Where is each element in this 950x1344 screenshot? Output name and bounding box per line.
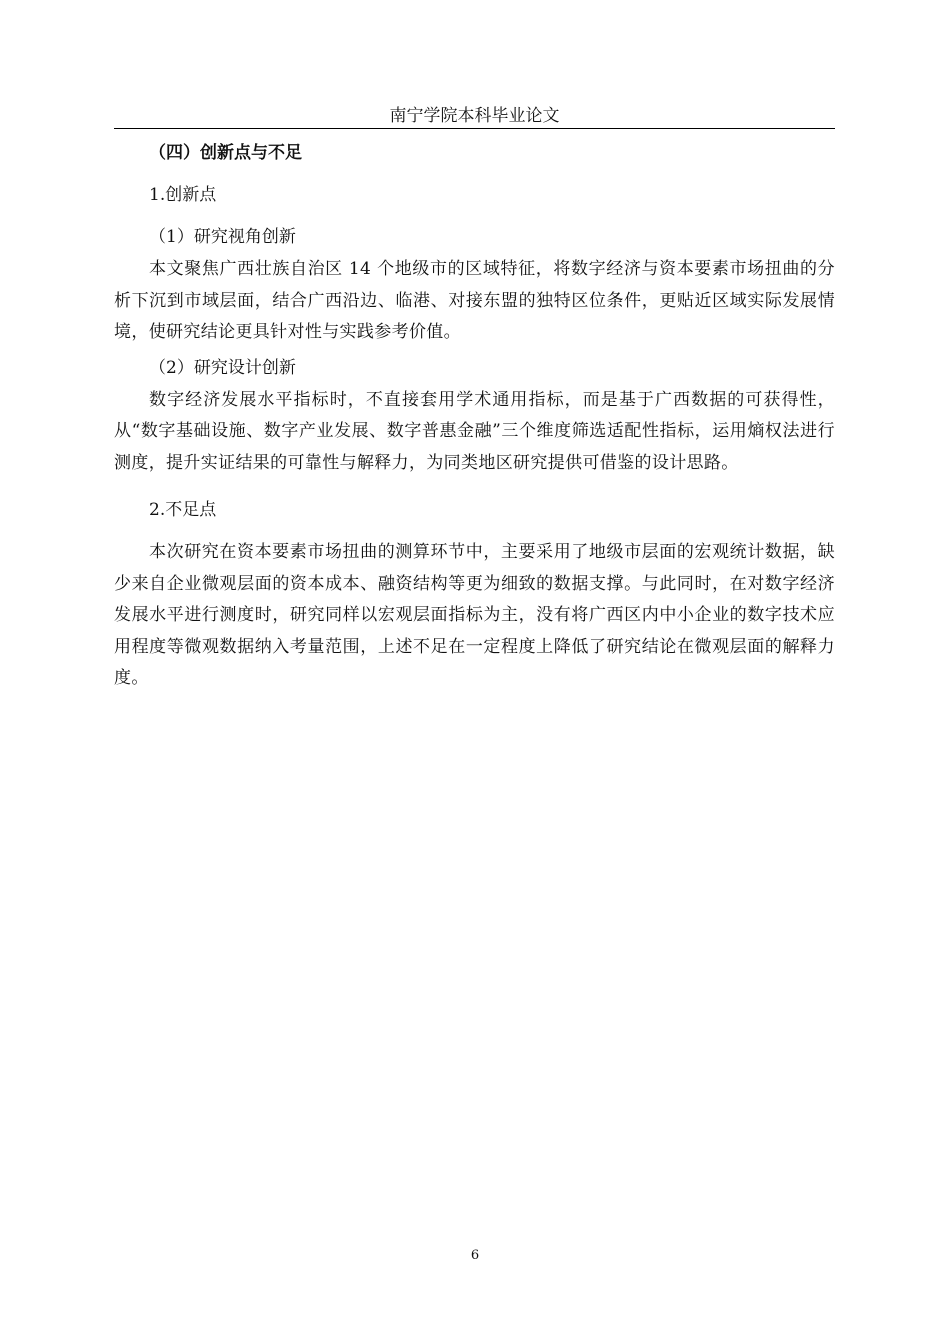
page-content [114,132,835,695]
header-title: 南宁学院本科毕业论文 [389,106,560,126]
innovation-item-2-heading: （2）研究设计创新 [149,357,296,378]
innovation-heading: 1.创新点 [149,185,217,205]
page-footer [0,1246,950,1266]
shortcoming-text: 本次研究在资本要素市场扭曲的测算环节中，主要采用了地级市层面的宏观统计数据，缺少来自企业微观层面的资本成本、融资结构等更为细致的数据支撑。与此同时，在对数字经济发展水平进行测度时，研究同样以宏观层面指标为主，没有将广西区内中小企业的数字技术应用程度等微观数据纳入考量范围，上述不足在一定程度上降低了研究结论在微观层面的解释力度。 [114,542,835,688]
shortcoming-heading: 2.不足点 [149,500,217,520]
innovation-item-2-text: 数字经济发展水平指标时，不直接套用学术通用指标，而是基于广西数据的可获得性，从“数字基础设施、数字产业发展、数字普惠金融”三个维度筛选适配性指标，运用熵权法进行测度，提升实证结果的可靠性与解释力，为同类地区研究提供可借鉴的设计思路。 [114,389,835,473]
innovation-item-1-text: 本文聚焦广西壮族自治区 14 个地级市的区域特征，将数字经济与资本要素市场扭曲的分析下沉到市域层面，结合广西沿边、临港、对接东盟的独特区位条件，更贴近区域实际发展情境，使研究结论更具针对性与实践参考价值。 [114,259,835,342]
page-number: 6 [470,1248,480,1263]
page-header [114,104,835,129]
innovation-item-1-heading: （1）研究视角创新 [149,227,296,247]
section-heading: （四）创新点与不足 [149,143,302,163]
